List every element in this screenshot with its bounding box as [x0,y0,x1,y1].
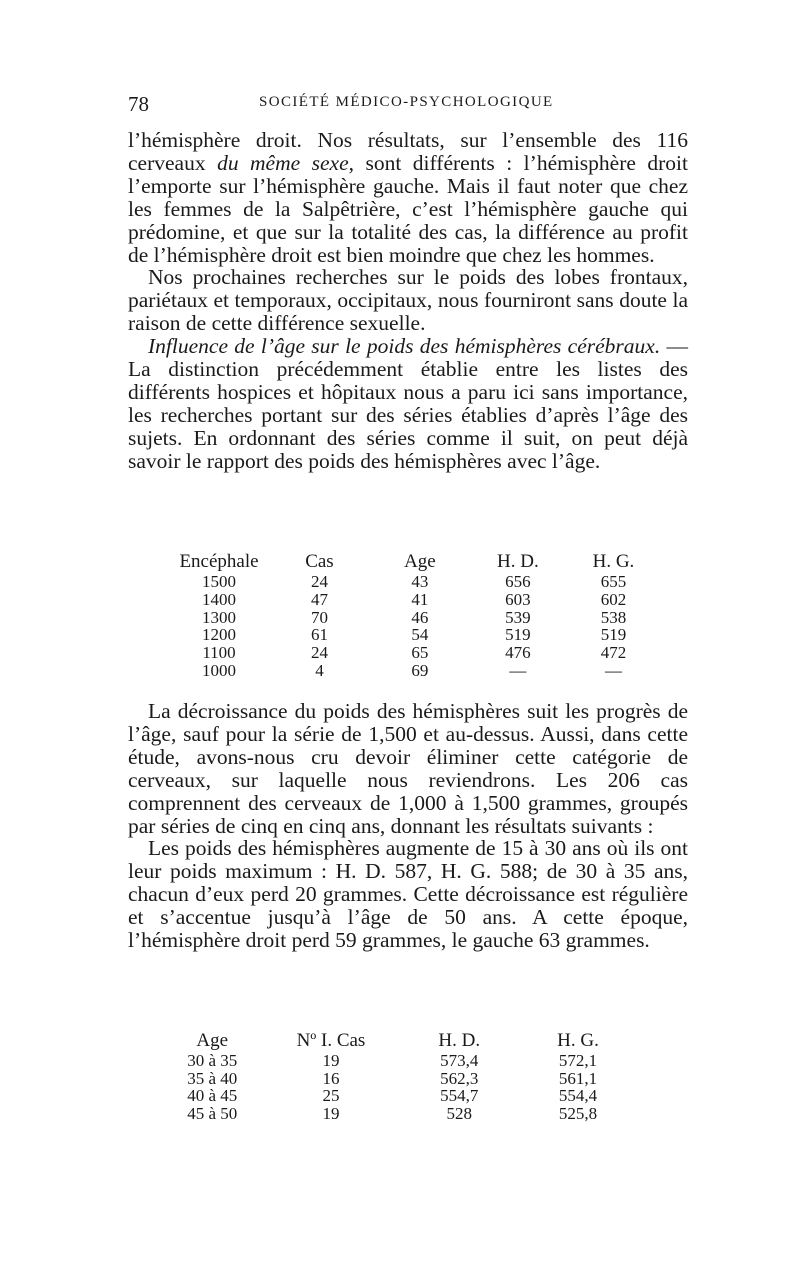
col-encephale: Encéphale [179,551,259,572]
table-age-series [160,1030,635,1122]
col-cas: Cas [305,551,334,572]
paragraph-hemisphere-results: l’hémisphère droit. Nos résultats, sur l’ensemble des 116 cerveaux du même sexe, sont différents : l’hémisphère droit l’emporte sur l’hémisphère gauche. Mais il faut noter que chez les femmes de la Salpêtrière, c’est l’hémisphère gauche qui prédomine, et que sur la totalité des cas, la différence au profit de l’hémisphère droit est bien moindre que chez les hommes. [128,128,688,267]
col-hg: H. G. [557,1030,599,1051]
table-brain-weight-by-age [170,551,660,680]
section-heading: Influence de l’âge sur le poids des hémisphères cérébraux. [148,334,661,359]
table-row: 1000 4 69 — — [202,660,622,680]
table-row: 40 à 45 25 554,7 554,4 [187,1086,598,1106]
col-cas: Nº I. Cas [296,1030,366,1051]
paragraph-future-research: Nos prochaines recherches sur le poids des lobes frontaux, pariétaux et temporaux, occipitaux, nous fourniront sans doute la raison de cette différence sexuelle. [128,265,688,336]
paragraph-decrease: La décroissance du poids des hémisphères suit les progrès de l’âge, sauf pour la série de 1,500 et au-dessus. Aussi, dans cette étude, avons-nous cru devoir éliminer cette catégorie de cerveaux, sur laquelle nous reviendrons. Les 206 cas comprennent des cerveaux de 1,000 à 1,500 grammes, groupés par séries de cinq en cinq ans, donnant les résultats suivants : [128,699,688,838]
table-header-row [170,551,660,573]
table-row: 1400 47 41 603 602 [202,589,627,609]
col-age: Age [196,1030,229,1051]
paragraph-age-influence: Influence de l’âge sur le poids des hémisphères cérébraux. — La distinction précédemment établie entre les listes des différents hospices et hôpitaux nous a paru ici sans importance, les recherches portant sur des séries établies d’après l’âge des sujets. En ordonnant des séries comme il suit, on peut déjà savoir le rapport des poids des hémisphères avec l’âge. [128,334,689,473]
col-hg: H. G. [592,551,635,572]
col-hd: H. D. [497,551,539,572]
table-row: 35 à 40 16 562,3 561,1 [187,1068,598,1088]
page-header [128,92,688,120]
table-row: 1100 24 65 476 472 [202,643,627,663]
paragraph-maximum-weight: Les poids des hémisphères augmente de 15 à 30 ans où ils ont leur poids maximum : H. D. 587, H. G. 588; de 30 à 35 ans, chacun d’eux perd 20 grammes. Cette décroissance est régulière et s’accentue jusqu’à l’âge de 50 ans. A cette époque, l’hémisphère droit perd 59 grammes, le gauche 63 grammes. [128,836,688,953]
table-row: 1300 70 46 539 538 [202,607,627,627]
table-row: 1500 24 43 656 655 [202,572,627,591]
table-row: 45 à 50 19 528 525,8 [187,1103,598,1123]
page-number: 78 [128,92,149,116]
body-text-upper [128,129,688,473]
table-header-row [160,1030,635,1052]
body-text-lower [128,700,688,952]
col-age: Age [404,551,436,572]
running-title: SOCIÉTÉ MÉDICO-PSYCHOLOGIQUE [259,94,554,110]
table-row: 1200 61 54 519 519 [202,625,627,645]
table-row: 30 à 35 19 573,4 572,1 [187,1051,598,1070]
col-hd: H. D. [438,1030,481,1051]
